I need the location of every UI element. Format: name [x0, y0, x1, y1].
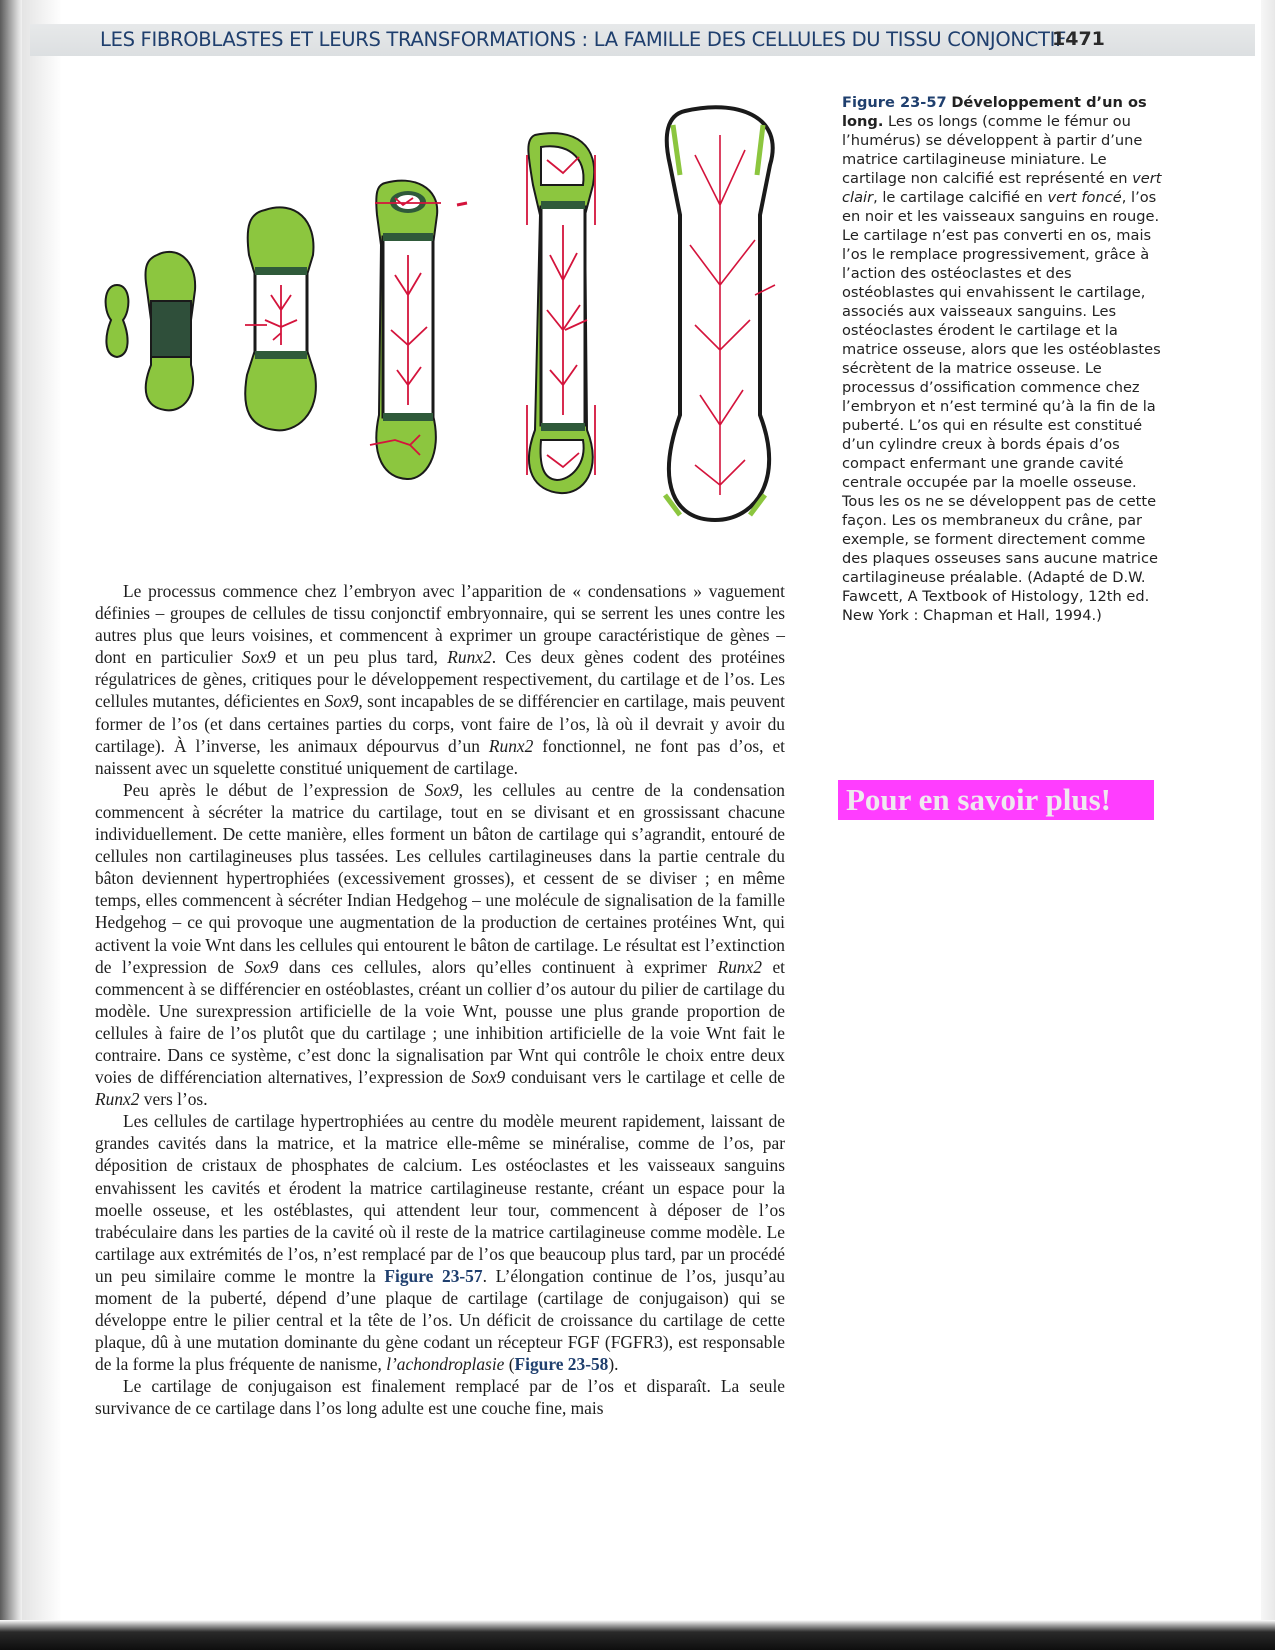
text: . Ces deux gènes codent des protéines régulatrices de gènes, critiques pour le développement respectivement, du cartilage et de l’os. Les cellules mutantes, déficientes en — [95, 647, 785, 712]
caption-text: , le cartilage calcifié en — [873, 189, 1048, 206]
stage-adult-bone — [665, 107, 775, 520]
gene-name: Runx2 — [717, 956, 762, 977]
stage-growth-plates — [527, 133, 595, 493]
figure-caption — [842, 93, 1162, 625]
bone-development-figure — [95, 95, 795, 535]
text: Les cellules de cartilage hypertrophiées au centre du modèle meurent rapidement, laissant de grandes cavités dans la matrice, et la matrice elle-même se minéralise, comme de l’os, par déposition de cristaux de phosphates de calcium. Les ostéoclastes et les vaisseaux sanguins envahissent les cavités et érodent la matrice cartilagineuse restante, créant un espace pour la moelle osseuse, et les ostéblastes, qui attendent leur tour, commencent à déposer de l’os trabéculaire dans les parties de la cavité où il reste de la matrice cartilagineuse comme modèle. Le cartilage aux extrémités de l’os, n’est remplacé par de l’os que beaucoup plus tard, par un procédé un peu similaire comme le montre la — [95, 1111, 785, 1286]
page-right-edge — [1261, 0, 1275, 1650]
text: ( — [504, 1354, 515, 1375]
caption-figure-title: Développement d’un os long. — [842, 94, 1147, 130]
learn-more-button[interactable]: Pour en savoir plus! — [838, 780, 1154, 820]
text: Le processus commence chez l’embryon avec l’apparition de « condensations » vaguement définies – groupes de cellules de tissu conjonctif embryonnaire, qui se serrent les unes contre les autres plus que leurs voisines, et commencent à exprimer un groupe caractéristique de gènes – dont en particulier — [95, 581, 785, 668]
text: , sont incapables de se différencier en cartilage, mais peuvent former de l’os (et dans certaines parties du corps, vont faire de l’os, là où il devrait y avoir du cartilage). À l’inverse, les animaux dépourvus d’un — [95, 691, 785, 756]
text: conduisant vers le cartilage et celle de — [505, 1067, 785, 1088]
gene-name: Sox9 — [471, 1067, 506, 1088]
text: , les cellules au centre de la condensation commencent à sécréter la matrice du cartilage, tout en se divisant et en grossissant chacune individuellement. De cette manière, elles forment un bâton de cartilage qui s’agrandit, entouré de cellules non cartilagineuses plus tassées. Les cellules cartilagineuses dans la partie centrale du bâton deviennent hypertrophiées (excessivement grosses), et cessent de se diviser ; en même temps, elles commencent à sécréter Indian Hedgehog – une molécule de signalisation de la famille Hedgehog – ce qui provoque une augmentation de la production de certaines protéines Wnt, qui activent la voie Wnt dans les cellules qui entourent le bâton de cartilage. Le résultat est l’extinction de l’expression de — [95, 779, 785, 977]
text: . L’élongation continue de l’os, jusqu’au moment de la puberté, dépend d’une plaque de cartilage (cartilage de conjugaison) qui se développe entre le pilier central et la tête de l’os. Un déficit de croissance du cartilage de cette plaque, dû à une mutation dominante du gène codant un récepteur FGF (FGFR3), est responsable de la forme la plus fréquente de nanisme, — [95, 1265, 785, 1375]
scan-bottom-edge — [0, 1620, 1275, 1650]
stage-cartilage-model — [145, 252, 195, 410]
body-text — [95, 580, 785, 1420]
caption-text: Les os longs (comme le fémur ou l’humérus) se développent à partir d’une matrice cartilagineuse miniature. Le cartilage non calcifié est représenté en — [842, 113, 1143, 187]
stage-secondary-ossification — [370, 181, 467, 479]
stage-condensation — [106, 285, 129, 357]
text: et un peu plus tard, — [275, 647, 448, 668]
gene-name: Runx2 — [488, 735, 534, 756]
text: dans ces cellules, alors qu’elles continuent à exprimer — [278, 956, 718, 977]
running-header-title: LES FIBROBLASTES ET LEURS TRANSFORMATIONS : LA FAMILLE DES CELLULES DU TISSU CONJONCTIF — [100, 28, 1067, 51]
text: vers l’os. — [139, 1089, 208, 1110]
text: fonctionnel, ne font pas d’os, et naissent avec un squelette constitué uniquement de cartilage. — [95, 735, 785, 778]
gene-name: Sox9 — [424, 779, 459, 800]
figure-reference-link[interactable]: Figure 23-58 — [514, 1354, 609, 1375]
book-spine-shadow — [0, 0, 22, 1650]
gene-name: Sox9 — [324, 691, 359, 712]
gene-name: Sox9 — [241, 647, 276, 668]
paragraph — [95, 580, 785, 779]
gutter-shading — [22, 0, 62, 1650]
caption-italic: vert foncé — [1047, 189, 1122, 206]
text: ). — [608, 1354, 619, 1375]
caption-figure-number: Figure 23-57 — [842, 94, 947, 111]
gene-name: Sox9 — [244, 956, 279, 977]
figure-reference-link[interactable]: Figure 23-57 — [384, 1265, 483, 1286]
text: et commencent à se différencier en ostéoblastes, créant un collier d’os autour du pilier de cartilage du modèle. Une surexpression artificielle de la voie Wnt, pousse une plus grande proportion de cellules à faire de l’os plutôt que du cartilage ; une inhibition artificielle de la voie Wnt fait le contraire. Dans ce système, c’est donc la signalisation par Wnt qui contrôle le choix entre deux voies de différenciation alternatives, l’expression de — [95, 956, 785, 1088]
caption-italic: vert clair — [842, 170, 1162, 206]
term: l’achondroplasie — [386, 1354, 505, 1375]
paragraph — [95, 1375, 785, 1419]
text: Le cartilage de conjugaison est finalement remplacé par de l’os et disparaît. La seule survivance de ce cartilage dans l’os long adulte est une couche fine, mais — [95, 1376, 785, 1419]
paragraph — [95, 1110, 785, 1375]
gene-name: Runx2 — [447, 647, 492, 668]
page-number: 1471 — [1052, 28, 1105, 50]
running-header — [30, 24, 1255, 56]
caption-text: , l’os en noir et les vaisseaux sanguins en rouge. Le cartilage n’est pas converti en os, mais l’os le remplace progressivement, grâce à l’action des ostéoclastes et des ostéoblastes qui envahissent le cartilage, associés aux vaisseaux sanguins. Les ostéoclastes érodent le cartilage et la matrice osseuse, alors que les ostéoblastes sécrètent de la matrice osseuse. Le processus d’ossification commence chez l’embryon et n’est terminé qu’à la fin de la puberté. L’os qui en résulte est constitué d’un cylindre creux à bords épais d’os compact enfermant une grande cavité centrale occupée par la moelle osseuse. Tous les os ne se développent pas de cette façon. Les os membraneux du crâne, par exemple, se forment directement comme des plaques osseuses sans aucune matrice cartilagineuse préalable. (Adapté de D.W. Fawcett, A Textbook of Histology, 12th ed. New York : Chapman et Hall, 1994.) — [842, 189, 1161, 624]
stage-bone-collar — [245, 207, 316, 430]
text: Peu après le début de l’expression de — [123, 779, 425, 800]
paragraph — [95, 779, 785, 1110]
gene-name: Runx2 — [95, 1089, 140, 1110]
